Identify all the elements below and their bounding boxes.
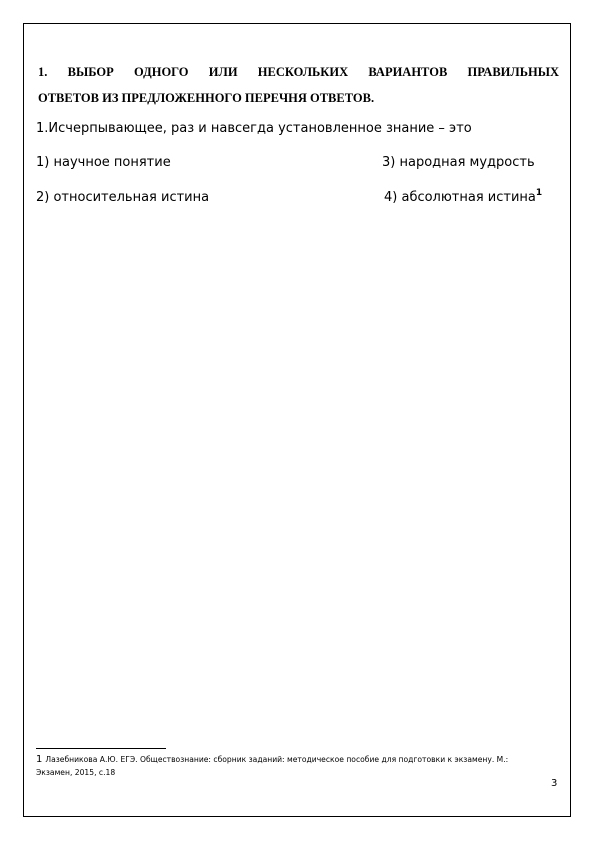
answer-option-4-container — [384, 190, 542, 205]
footnote-text: Лазебникова А.Ю. ЕГЭ. Обществознание: сборник заданий: методическое пособие для подготовки к экзамену. М.: Экзамен, 2015, с.18 — [36, 755, 509, 777]
footnote — [36, 753, 546, 779]
footnote-reference[interactable]: 1 — [535, 188, 543, 198]
footnote-separator — [36, 748, 166, 749]
page-border — [23, 23, 571, 817]
answer-option-1: 1) научное понятие — [36, 155, 171, 170]
answer-option-3: 3) народная мудрость — [382, 155, 535, 170]
footnote-number: 1 — [36, 754, 43, 765]
section-heading-line-2: ОТВЕТОВ ИЗ ПРЕДЛОЖЕННОГО ПЕРЕЧНЯ ОТВЕТОВ. — [38, 91, 375, 105]
page-number: 3 — [551, 778, 558, 789]
answer-option-2: 2) относительная истина — [36, 190, 210, 205]
question-text: 1.Исчерпывающее, раз и навсегда установленное знание – это — [36, 121, 472, 136]
answer-option-4: 4) абсолютная истина — [384, 190, 536, 205]
section-heading-line-1: 1. ВЫБОР ОДНОГО ИЛИ НЕСКОЛЬКИХ ВАРИАНТОВ ПРАВИЛЬНЫХ — [38, 65, 559, 79]
